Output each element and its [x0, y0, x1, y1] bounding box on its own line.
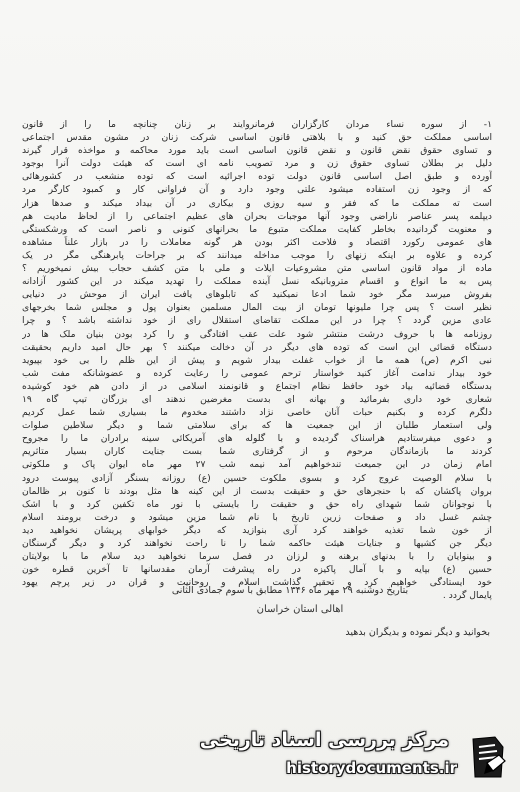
document-line: پایمال گردد .: [442, 590, 492, 602]
document-signature: اهالی استان خراسان: [256, 604, 344, 615]
document-line: های عمومی رکورد اقتصاد و فلاحت اکثر بودن هر گونه معاملات را در بازار علناً مشاهده: [22, 236, 492, 248]
watermark-title: مرکز بررسی اسناد تاریخی: [199, 729, 449, 751]
document-line: نبی اکرم (ص) همه ما از خواب غفلت بیدار شویم و پیش از این ظلم را بی خود بپیوید: [22, 354, 492, 366]
document-line: عادی مزین گردد ؟ چرا در این مملکت تقاضای استقلال رای از خود نداشته باشد ؟ و چرا: [22, 315, 492, 327]
document-line: با سلام الوصیت عروج کرد و بسوی ملکوت حسین (ع) روزانه بسنگر آزادی پیوست درود: [22, 472, 492, 484]
document-line: که از وجود زن استفاده میشود علتی وجود دارد و آن فراوانی کار و کمبود کارگر مرد: [22, 184, 492, 196]
document-footnote: بخوانید و دیگر نموده و بدیگران بدهید: [345, 627, 490, 638]
document-line: روزنامه ها با حروف درشت منتشر شود علت عقب افتادگی و را کرد بودن بنیان ملک ها در: [22, 328, 492, 340]
document-line: شعاری خود داری بفرمائید و بهانه ای بدست مغرضین ندهند ای بزرگان تیپ گاه ۱۹: [22, 393, 492, 405]
document-line: دلگرم کرده و بکنیم حبات آنان خاصی نژاد داشتند مخدوم ما بسیاری شما عمل کردیم: [22, 407, 492, 419]
document-line: بروان پاکشان که با حنجرهای حق و حقیقت بدست از این کینه ها مثل بودند تا کنون بر ظالمان: [22, 485, 492, 497]
document-line: خود بیدار ندامت آغاز کنید خواستار ترحم عمومی را رعایت کرده و عضوشانکه مفت شب: [22, 367, 492, 379]
document-line: خود ایستادگی خواهیم کرد و تحقیر گذاشت اسلام و روحانیت و قران در زیر پرچم یهود: [22, 577, 492, 589]
document-body: [22, 118, 492, 602]
document-line: و تساوی حقوق نقض قانون و نقض قانون اساسی است باید مورد محاکمه و مواخذه قرار گیرند: [22, 145, 492, 157]
document-line: کرده و علاوه بر اینکه زنهای را موجب مداخله میدانند که بر جراحات پابرهنگی مگر در یک: [22, 249, 492, 261]
document-line: آورده و طبق اصل اساسی قانون دولت توده اجرائیه است که توده منشعب در کشورهائی: [22, 171, 492, 183]
document-line: نظیر است ؟ پس چرا ملیونها تومان از بیت المال مسلمین بعنوان پول و مجلس شما بخرجهای: [22, 302, 492, 314]
watermark-url: historydocuments.ir: [286, 759, 457, 777]
document-line: ۱- از سوره نساء مردان کارگزاران فرمانروایند بر زنان چنانچه ما را از قانون: [22, 119, 492, 130]
document-line: امام زمان در این جمیعت تندخواهیم آمد نیمه شب ۲۷ مهر ماه ایوان پاک و ملکوتی: [22, 459, 492, 471]
document-line: و دعوی میفرستادیم هراسناک گردیده و با گلوله های آمریکائی سینه برادران ما را مجروح: [22, 433, 492, 445]
document-line: حسین (ع) بپایه و با آمال پاکیزه در راه پیشرفت آرمان مقدسانها تا آخرین قطره خون: [22, 564, 492, 576]
document-line: پس به ما انواع و اقسام متروبانیکه نسل آینده مملکت را تهدید میکند در این کشور آزادانه: [22, 276, 492, 288]
document-line: و معنویت گردانیده بخاطر کفایت مملکت متبوع ما بحرانهای کنونی و ناصر است که ورشکستگی: [22, 223, 492, 235]
watermark: [170, 725, 515, 787]
document-line: ولی استعمار طلبان از این جمعیت ها که برای سلامتی شما و دیگر سلاطین صلوات: [22, 420, 492, 432]
document-line: کردند ما بازماندگان مرحوم و از گرفتاری شما بست جنایت کاران بسیار متاثریم: [22, 446, 492, 458]
document-line: و بینوایان را با بدنهای برهنه و لرزان در فصل سرما نخواهید دید سلام ما با بولایتان: [22, 551, 492, 563]
document-line: است ته مملکت ما که فقر و سیه روزی و بیکاری در آن بیداد میکند و صدها هزار: [22, 197, 492, 209]
document-line: بدستگاه قضائیه بیاد خود حافظ نظام اجتماع و قانونمند اسلامی در از دادن هم خود کوشیده: [22, 380, 492, 392]
document-line: اساسی مملکت حق کنید و با بلاهتی قانون اساسی شرکت زنان در مشون مقدس اجتماعی: [22, 132, 492, 144]
document-line: دیپلمه پسر عناصر ناراضی وجود آنها موجبات بحران های عظیم اجتماعی را از لحاظ مادیت هم: [22, 210, 492, 222]
document-date: بتاریخ دوشنبه ۲۹ مهر ماه ۱۳۴۶ مطابق با سوم جمادی الثانی: [171, 585, 409, 596]
document-line: دیگر جن کشیها و جنایات هیئت حاکمه شما را نا راحت نخواهند کرد و دیگر گرسنگان: [22, 538, 492, 549]
document-line: از خون شما تغذیه خواهند کرد آری بنوازید که دیگر خوابهای پریشان نخواهید دید: [22, 524, 492, 536]
document-line: بفروش میرسد مگر خود شما ادعا نمیکنید که تابلوهای یافت ایران از موحش در دنیایی: [22, 289, 492, 301]
document-line: دستگاه قضائی این است که توده های دیگر در آن دخالت میکنند ؟ بهر حال امید داریم بحقیقت: [22, 341, 492, 353]
document-line: با نوجوانان شما شهدای راه حق و حقیقت را بایستی با نور ماه تکفین کرد و با اشک: [22, 498, 492, 510]
document-line: دلیل بر بطلان تساوی حقوق زن و مرد تصویب نامه ای است که هیئت دولت آنرا بوجود: [22, 158, 492, 170]
document-line: ماده از مواد قانون اساسی متن مشروعیات ایلات و ملی با متن کشف حجاب بیش نمیخوریم ؟: [22, 263, 492, 275]
pen-nib-document-icon: [465, 733, 511, 781]
document-line: چشم غسل داد و صفحات زرین تاریخ با نام شما مزین میشود و درخت برومند اسلام: [22, 511, 492, 523]
